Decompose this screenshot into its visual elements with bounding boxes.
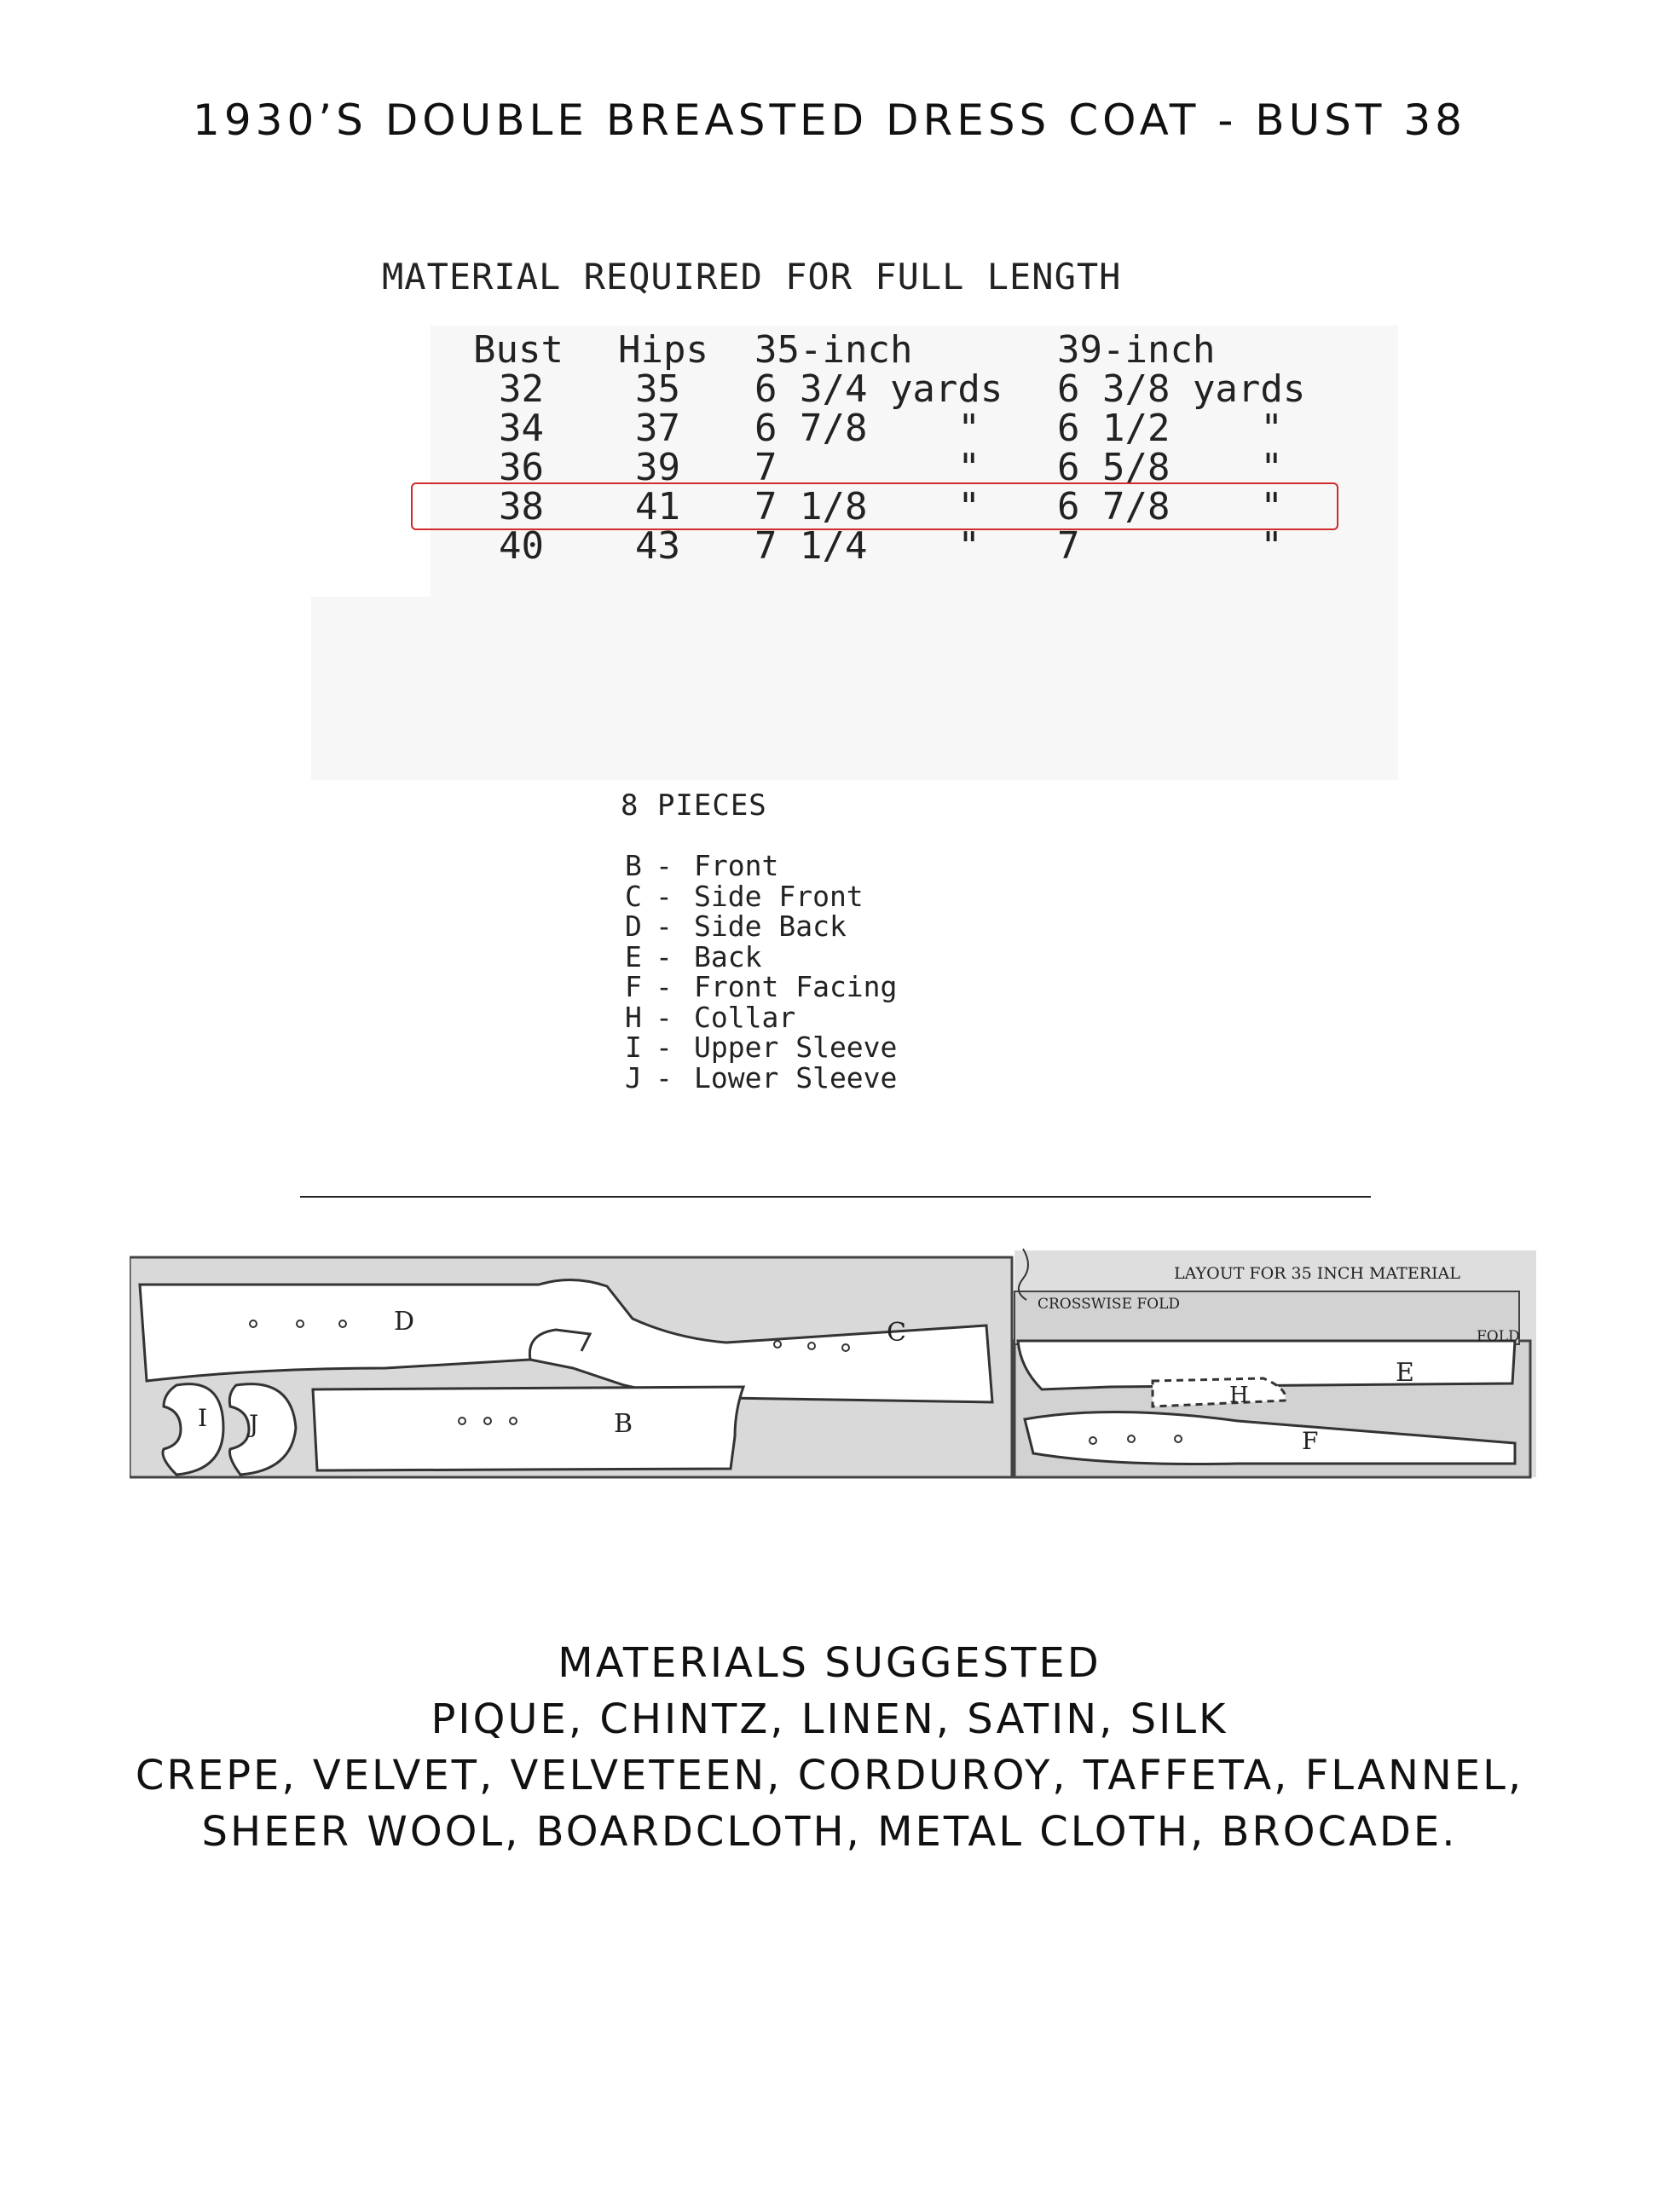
piece-name: Upper Sleeve <box>694 1031 898 1064</box>
column-header-hips: Hips <box>618 328 708 372</box>
pattern-piece-b <box>313 1387 743 1470</box>
label-e: E <box>1396 1358 1414 1388</box>
piece-letter: C <box>625 879 642 913</box>
hips-cell: 37 <box>635 407 680 450</box>
layout-caption: LAYOUT FOR 35 INCH MATERIAL <box>1174 1264 1460 1283</box>
column-header-39-inch: 39-inch <box>1057 328 1216 372</box>
label-j: J <box>249 1410 259 1438</box>
piece-letter: I <box>625 1031 642 1064</box>
crosswise-fold-label: CROSSWISE FOLD <box>1038 1296 1181 1313</box>
hips-cell: 39 <box>635 446 680 489</box>
label-b: B <box>614 1409 633 1439</box>
bust-cell: 38 <box>499 485 544 528</box>
bust-cell: 40 <box>499 524 544 568</box>
yardage-35-cell: 6 7/8 " <box>754 407 980 450</box>
piece-item: J - Lower Sleeve <box>625 1060 898 1094</box>
materials-line: PIQUE, CHINTZ, LINEN, SATIN, SILK <box>431 1695 1228 1743</box>
column-header-bust: Bust <box>473 328 564 372</box>
piece-letter: H <box>625 1000 642 1034</box>
materials-line: CREPE, VELVET, VELVETEEN, CORDUROY, TAFFETA, FLANNEL, <box>135 1752 1524 1799</box>
bust-cell: 36 <box>499 446 544 489</box>
section-divider <box>300 1196 1371 1198</box>
piece-name: Front <box>694 849 779 882</box>
yardage-39-cell: 6 7/8 " <box>1057 485 1283 528</box>
pieces-heading: 8 PIECES <box>621 788 767 823</box>
piece-item: C - Side Front <box>625 879 864 913</box>
yardage-39-cell: 6 5/8 " <box>1057 446 1283 489</box>
yardage-39-cell: 6 3/8 yards <box>1057 367 1306 411</box>
piece-item: H - Collar <box>625 1000 796 1034</box>
yardage-35-cell: 7 1/8 " <box>754 485 980 528</box>
piece-item: I - Upper Sleeve <box>625 1031 898 1064</box>
material-heading: MATERIAL REQUIRED FOR FULL LENGTH <box>382 256 1122 297</box>
scan-panel-lower <box>311 597 1398 780</box>
piece-letter: D <box>625 910 642 943</box>
bust-cell: 34 <box>499 407 544 450</box>
yardage-39-cell: 7 " <box>1057 524 1283 568</box>
piece-letter: E <box>625 939 642 973</box>
bust-38-highlight <box>411 482 1338 530</box>
yardage-39-cell: 6 1/2 " <box>1057 407 1283 450</box>
label-c: C <box>887 1318 906 1348</box>
bust-cell: 32 <box>499 367 544 411</box>
column-header-35-inch: 35-inch <box>754 328 913 372</box>
piece-name: Side Front <box>694 879 864 913</box>
hips-cell: 43 <box>635 524 680 568</box>
piece-item: B - Front <box>625 849 779 882</box>
label-d: D <box>394 1307 415 1337</box>
fold-label: FOLD <box>1477 1328 1520 1345</box>
label-h: H <box>1229 1383 1249 1408</box>
materials-line: SHEER WOOL, BOARDCLOTH, METAL CLOTH, BROCADE. <box>201 1808 1458 1856</box>
materials-heading: MATERIALS SUGGESTED <box>558 1639 1101 1687</box>
hips-cell: 41 <box>635 485 680 528</box>
piece-name: Collar <box>694 1000 796 1034</box>
piece-letter: F <box>625 970 642 1003</box>
yardage-35-cell: 7 1/4 " <box>754 524 980 568</box>
yardage-35-cell: 6 3/4 yards <box>754 367 1003 411</box>
piece-item: D - Side Back <box>625 910 847 943</box>
pieces-list <box>625 851 897 1093</box>
piece-name: Side Back <box>694 910 847 943</box>
piece-item: F - Front Facing <box>625 970 898 1003</box>
cutting-layout-diagram <box>130 1240 1536 1487</box>
page-title: 1930’S DOUBLE BREASTED DRESS COAT - BUST 38 <box>193 95 1466 145</box>
hips-cell: 35 <box>635 367 680 411</box>
piece-item: E - Back <box>625 939 762 973</box>
piece-letter: J <box>625 1060 642 1094</box>
label-f: F <box>1302 1427 1319 1455</box>
piece-name: Front Facing <box>694 970 898 1003</box>
piece-letter: B <box>625 849 642 882</box>
materials-suggested <box>0 1635 1659 1860</box>
piece-name: Lower Sleeve <box>694 1060 898 1094</box>
piece-name: Back <box>694 939 762 973</box>
label-i: I <box>198 1404 208 1432</box>
yardage-35-cell: 7 " <box>754 446 980 489</box>
